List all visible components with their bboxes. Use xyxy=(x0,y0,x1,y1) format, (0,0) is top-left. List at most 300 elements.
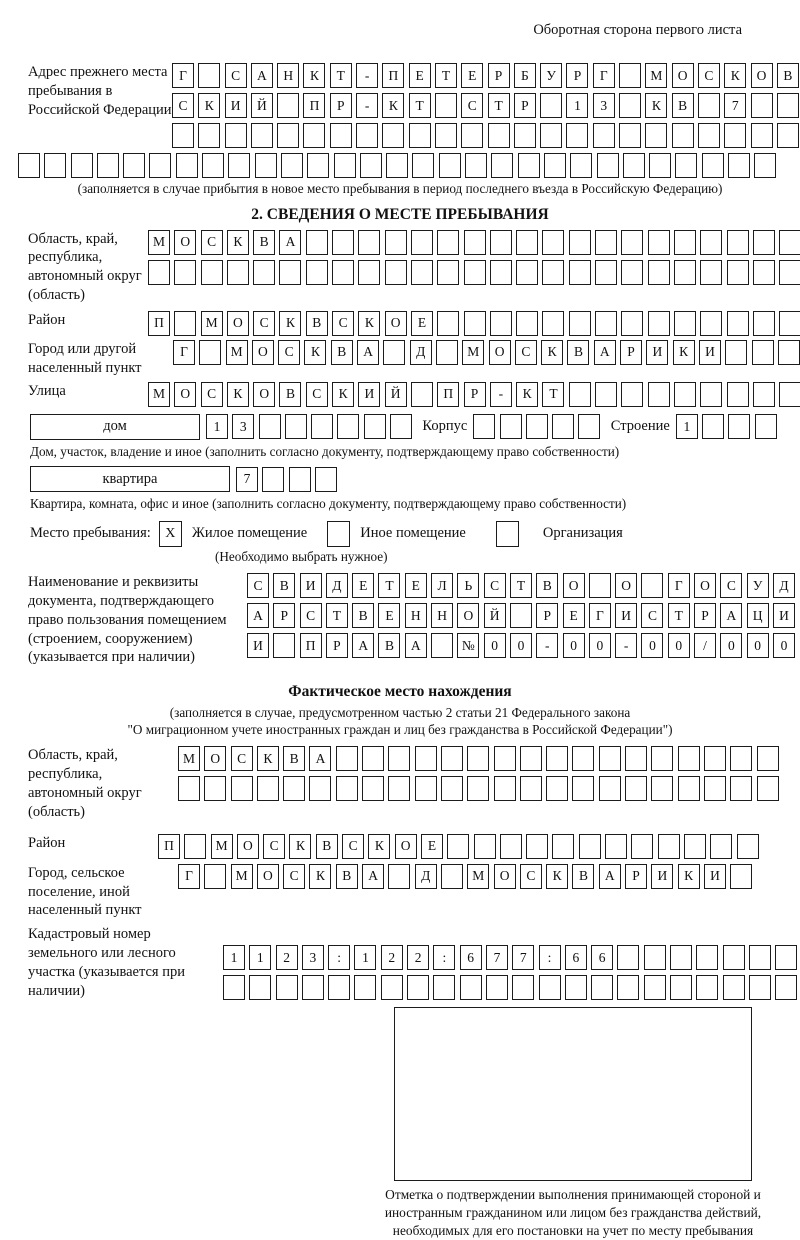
char-cell[interactable]: С xyxy=(698,63,720,88)
char-cell[interactable] xyxy=(569,230,591,255)
char-cell[interactable] xyxy=(591,975,613,1000)
char-cell[interactable] xyxy=(593,123,615,148)
char-cell[interactable] xyxy=(546,746,568,771)
char-cell[interactable] xyxy=(257,776,279,801)
char-cell[interactable] xyxy=(330,123,352,148)
char-cell[interactable]: Р xyxy=(464,382,486,407)
char-cell[interactable] xyxy=(542,230,564,255)
char-cell[interactable] xyxy=(597,153,619,178)
char-cell[interactable] xyxy=(198,63,220,88)
char-cell[interactable]: К xyxy=(546,864,568,889)
char-cell[interactable] xyxy=(725,340,747,365)
char-cell[interactable] xyxy=(757,776,779,801)
char-cell[interactable]: Д xyxy=(415,864,437,889)
inoe-checkbox[interactable] xyxy=(327,521,350,547)
char-cell[interactable]: О xyxy=(227,311,249,336)
char-cell[interactable] xyxy=(253,260,275,285)
dom-box[interactable]: дом xyxy=(30,414,200,440)
char-cell[interactable]: С xyxy=(520,864,542,889)
char-cell[interactable]: О xyxy=(615,573,637,598)
char-cell[interactable] xyxy=(675,153,697,178)
char-cell[interactable] xyxy=(520,746,542,771)
char-cell[interactable] xyxy=(435,93,457,118)
char-cell[interactable]: Д xyxy=(410,340,432,365)
oblast-row-2[interactable] xyxy=(148,260,800,285)
char-cell[interactable] xyxy=(461,123,483,148)
char-cell[interactable]: Р xyxy=(326,633,348,658)
char-cell[interactable] xyxy=(362,746,384,771)
char-cell[interactable] xyxy=(644,945,666,970)
char-cell[interactable] xyxy=(658,834,680,859)
char-cell[interactable] xyxy=(700,260,722,285)
char-cell[interactable]: Д xyxy=(326,573,348,598)
char-cell[interactable]: Т xyxy=(378,573,400,598)
char-cell[interactable] xyxy=(332,230,354,255)
prev-address-row-1[interactable] xyxy=(172,63,800,88)
char-cell[interactable]: Й xyxy=(484,603,506,628)
char-cell[interactable]: 0 xyxy=(484,633,506,658)
char-cell[interactable]: 2 xyxy=(407,945,429,970)
char-cell[interactable] xyxy=(710,834,732,859)
char-cell[interactable]: М xyxy=(201,311,223,336)
char-cell[interactable] xyxy=(754,153,776,178)
char-cell[interactable]: П xyxy=(158,834,180,859)
char-cell[interactable]: С xyxy=(720,573,742,598)
char-cell[interactable] xyxy=(617,975,639,1000)
fact-oblast-row-2[interactable] xyxy=(178,776,783,801)
char-cell[interactable] xyxy=(648,382,670,407)
char-cell[interactable]: Е xyxy=(352,573,374,598)
char-cell[interactable] xyxy=(753,230,775,255)
char-cell[interactable] xyxy=(670,975,692,1000)
char-cell[interactable]: - xyxy=(356,63,378,88)
char-cell[interactable] xyxy=(439,153,461,178)
char-cell[interactable] xyxy=(599,776,621,801)
char-cell[interactable] xyxy=(303,123,325,148)
char-cell[interactable] xyxy=(332,260,354,285)
char-cell[interactable]: А xyxy=(279,230,301,255)
char-cell[interactable] xyxy=(490,230,512,255)
char-cell[interactable] xyxy=(285,414,307,439)
char-cell[interactable] xyxy=(595,230,617,255)
ulitsa-row[interactable] xyxy=(148,382,800,407)
char-cell[interactable] xyxy=(415,746,437,771)
char-cell[interactable]: К xyxy=(516,382,538,407)
char-cell[interactable]: К xyxy=(332,382,354,407)
char-cell[interactable] xyxy=(779,230,800,255)
char-cell[interactable] xyxy=(225,123,247,148)
char-cell[interactable] xyxy=(198,123,220,148)
char-cell[interactable] xyxy=(411,260,433,285)
char-cell[interactable] xyxy=(727,311,749,336)
char-cell[interactable] xyxy=(184,834,206,859)
char-cell[interactable] xyxy=(516,230,538,255)
char-cell[interactable] xyxy=(464,260,486,285)
char-cell[interactable] xyxy=(123,153,145,178)
char-cell[interactable]: Е xyxy=(411,311,433,336)
char-cell[interactable]: Р xyxy=(620,340,642,365)
char-cell[interactable] xyxy=(467,746,489,771)
char-cell[interactable] xyxy=(698,123,720,148)
char-cell[interactable]: В xyxy=(536,573,558,598)
char-cell[interactable]: / xyxy=(694,633,716,658)
char-cell[interactable]: 0 xyxy=(589,633,611,658)
char-cell[interactable]: - xyxy=(536,633,558,658)
char-cell[interactable]: О xyxy=(694,573,716,598)
char-cell[interactable] xyxy=(621,230,643,255)
char-cell[interactable]: В xyxy=(283,746,305,771)
char-cell[interactable] xyxy=(441,864,463,889)
char-cell[interactable] xyxy=(727,382,749,407)
char-cell[interactable]: В xyxy=(572,864,594,889)
char-cell[interactable]: С xyxy=(225,63,247,88)
char-cell[interactable] xyxy=(277,123,299,148)
char-cell[interactable]: 1 xyxy=(223,945,245,970)
char-cell[interactable]: 1 xyxy=(354,945,376,970)
char-cell[interactable] xyxy=(751,123,773,148)
char-cell[interactable]: П xyxy=(382,63,404,88)
char-cell[interactable]: С xyxy=(300,603,322,628)
char-cell[interactable] xyxy=(276,975,298,1000)
char-cell[interactable]: О xyxy=(253,382,275,407)
char-cell[interactable]: О xyxy=(385,311,407,336)
char-cell[interactable]: 3 xyxy=(232,414,254,439)
char-cell[interactable]: Ц xyxy=(747,603,769,628)
char-cell[interactable]: 2 xyxy=(381,945,403,970)
char-cell[interactable] xyxy=(223,975,245,1000)
char-cell[interactable] xyxy=(407,975,429,1000)
char-cell[interactable]: С xyxy=(263,834,285,859)
char-cell[interactable] xyxy=(204,776,226,801)
char-cell[interactable]: А xyxy=(720,603,742,628)
char-cell[interactable]: С xyxy=(247,573,269,598)
char-cell[interactable]: Т xyxy=(510,573,532,598)
char-cell[interactable] xyxy=(178,776,200,801)
char-cell[interactable] xyxy=(698,93,720,118)
char-cell[interactable]: И xyxy=(225,93,247,118)
char-cell[interactable] xyxy=(779,382,800,407)
char-cell[interactable] xyxy=(465,153,487,178)
char-cell[interactable] xyxy=(358,230,380,255)
prev-address-row-3[interactable] xyxy=(172,123,800,148)
char-cell[interactable] xyxy=(700,382,722,407)
char-cell[interactable] xyxy=(749,945,771,970)
char-cell[interactable]: Т xyxy=(542,382,564,407)
char-cell[interactable] xyxy=(631,834,653,859)
kvartira-box[interactable]: квартира xyxy=(30,466,230,492)
char-cell[interactable]: К xyxy=(227,230,249,255)
char-cell[interactable]: К xyxy=(541,340,563,365)
char-cell[interactable] xyxy=(702,153,724,178)
char-cell[interactable] xyxy=(494,746,516,771)
char-cell[interactable]: М xyxy=(231,864,253,889)
char-cell[interactable] xyxy=(749,975,771,1000)
char-cell[interactable]: 6 xyxy=(460,945,482,970)
char-cell[interactable] xyxy=(148,260,170,285)
char-cell[interactable] xyxy=(621,382,643,407)
char-cell[interactable]: С xyxy=(342,834,364,859)
char-cell[interactable]: О xyxy=(257,864,279,889)
char-cell[interactable]: К xyxy=(198,93,220,118)
char-cell[interactable]: Н xyxy=(431,603,453,628)
char-cell[interactable]: Г xyxy=(173,340,195,365)
char-cell[interactable] xyxy=(334,153,356,178)
char-cell[interactable]: О xyxy=(174,230,196,255)
char-cell[interactable]: С xyxy=(253,311,275,336)
char-cell[interactable] xyxy=(411,230,433,255)
kvartira-cells[interactable] xyxy=(236,467,341,492)
char-cell[interactable]: О xyxy=(395,834,417,859)
char-cell[interactable]: С xyxy=(172,93,194,118)
char-cell[interactable]: М xyxy=(148,230,170,255)
char-cell[interactable] xyxy=(779,260,800,285)
char-cell[interactable] xyxy=(621,311,643,336)
char-cell[interactable] xyxy=(684,834,706,859)
char-cell[interactable] xyxy=(648,230,670,255)
char-cell[interactable]: В xyxy=(331,340,353,365)
char-cell[interactable]: 0 xyxy=(668,633,690,658)
char-cell[interactable] xyxy=(464,311,486,336)
char-cell[interactable] xyxy=(433,975,455,1000)
char-cell[interactable] xyxy=(651,776,673,801)
char-cell[interactable] xyxy=(572,746,594,771)
char-cell[interactable]: А xyxy=(405,633,427,658)
char-cell[interactable]: Б xyxy=(514,63,536,88)
char-cell[interactable]: И xyxy=(247,633,269,658)
char-cell[interactable] xyxy=(512,975,534,1000)
gorod-row[interactable] xyxy=(173,340,800,365)
char-cell[interactable]: 3 xyxy=(593,93,615,118)
char-cell[interactable]: Р xyxy=(330,93,352,118)
char-cell[interactable]: П xyxy=(303,93,325,118)
char-cell[interactable]: П xyxy=(300,633,322,658)
char-cell[interactable]: 6 xyxy=(591,945,613,970)
char-cell[interactable]: 7 xyxy=(724,93,746,118)
char-cell[interactable]: 2 xyxy=(276,945,298,970)
char-cell[interactable]: О xyxy=(563,573,585,598)
char-cell[interactable] xyxy=(382,123,404,148)
char-cell[interactable]: Г xyxy=(668,573,690,598)
char-cell[interactable]: В xyxy=(316,834,338,859)
char-cell[interactable] xyxy=(619,123,641,148)
char-cell[interactable] xyxy=(775,945,797,970)
char-cell[interactable] xyxy=(641,573,663,598)
char-cell[interactable]: Е xyxy=(421,834,443,859)
char-cell[interactable] xyxy=(149,153,171,178)
char-cell[interactable] xyxy=(566,123,588,148)
char-cell[interactable] xyxy=(539,975,561,1000)
char-cell[interactable]: О xyxy=(457,603,479,628)
char-cell[interactable] xyxy=(388,864,410,889)
char-cell[interactable] xyxy=(18,153,40,178)
prev-address-row-2[interactable] xyxy=(172,93,800,118)
char-cell[interactable]: Р xyxy=(694,603,716,628)
char-cell[interactable] xyxy=(752,340,774,365)
char-cell[interactable] xyxy=(704,776,726,801)
char-cell[interactable]: : xyxy=(433,945,455,970)
char-cell[interactable]: К xyxy=(368,834,390,859)
char-cell[interactable]: К xyxy=(309,864,331,889)
char-cell[interactable]: 6 xyxy=(565,945,587,970)
prev-address-row-4[interactable] xyxy=(18,153,800,178)
char-cell[interactable]: 0 xyxy=(563,633,585,658)
char-cell[interactable] xyxy=(97,153,119,178)
char-cell[interactable]: М xyxy=(467,864,489,889)
char-cell[interactable]: Р xyxy=(625,864,647,889)
kadastr-row-1[interactable] xyxy=(223,945,800,970)
char-cell[interactable] xyxy=(702,414,724,439)
char-cell[interactable] xyxy=(724,123,746,148)
char-cell[interactable] xyxy=(336,776,358,801)
char-cell[interactable] xyxy=(309,776,331,801)
char-cell[interactable]: А xyxy=(352,633,374,658)
char-cell[interactable]: М xyxy=(148,382,170,407)
char-cell[interactable]: С xyxy=(231,746,253,771)
char-cell[interactable] xyxy=(672,123,694,148)
char-cell[interactable]: О xyxy=(237,834,259,859)
char-cell[interactable]: О xyxy=(672,63,694,88)
char-cell[interactable]: О xyxy=(751,63,773,88)
char-cell[interactable]: О xyxy=(494,864,516,889)
char-cell[interactable] xyxy=(540,93,562,118)
char-cell[interactable]: 0 xyxy=(747,633,769,658)
char-cell[interactable] xyxy=(255,153,277,178)
char-cell[interactable] xyxy=(231,776,253,801)
char-cell[interactable]: К xyxy=(304,340,326,365)
fact-gorod-row[interactable] xyxy=(178,864,757,889)
char-cell[interactable] xyxy=(723,975,745,1000)
char-cell[interactable]: И xyxy=(615,603,637,628)
char-cell[interactable]: Г xyxy=(589,603,611,628)
char-cell[interactable] xyxy=(360,153,382,178)
char-cell[interactable] xyxy=(437,311,459,336)
char-cell[interactable]: А xyxy=(362,864,384,889)
char-cell[interactable] xyxy=(467,776,489,801)
char-cell[interactable] xyxy=(645,123,667,148)
char-cell[interactable] xyxy=(279,260,301,285)
char-cell[interactable] xyxy=(447,834,469,859)
char-cell[interactable] xyxy=(386,153,408,178)
char-cell[interactable]: М xyxy=(226,340,248,365)
char-cell[interactable]: О xyxy=(489,340,511,365)
char-cell[interactable]: 1 xyxy=(566,93,588,118)
zhiloe-checkbox[interactable]: X xyxy=(159,521,182,547)
char-cell[interactable]: У xyxy=(747,573,769,598)
char-cell[interactable] xyxy=(388,746,410,771)
char-cell[interactable]: С xyxy=(283,864,305,889)
char-cell[interactable] xyxy=(277,93,299,118)
fact-rayon-row[interactable] xyxy=(158,834,763,859)
char-cell[interactable] xyxy=(670,945,692,970)
char-cell[interactable] xyxy=(336,746,358,771)
char-cell[interactable]: С xyxy=(306,382,328,407)
char-cell[interactable]: Е xyxy=(378,603,400,628)
stamp-box[interactable] xyxy=(394,1007,752,1181)
korpus-cells[interactable] xyxy=(473,414,604,439)
char-cell[interactable] xyxy=(779,311,800,336)
char-cell[interactable] xyxy=(441,746,463,771)
char-cell[interactable] xyxy=(71,153,93,178)
char-cell[interactable] xyxy=(623,153,645,178)
char-cell[interactable] xyxy=(595,260,617,285)
char-cell[interactable]: Р xyxy=(566,63,588,88)
char-cell[interactable] xyxy=(727,230,749,255)
char-cell[interactable]: Л xyxy=(431,573,453,598)
char-cell[interactable]: В xyxy=(253,230,275,255)
char-cell[interactable] xyxy=(307,153,329,178)
char-cell[interactable]: А xyxy=(251,63,273,88)
char-cell[interactable] xyxy=(648,311,670,336)
char-cell[interactable] xyxy=(678,776,700,801)
char-cell[interactable] xyxy=(565,975,587,1000)
char-cell[interactable] xyxy=(569,260,591,285)
char-cell[interactable] xyxy=(723,945,745,970)
char-cell[interactable] xyxy=(431,633,453,658)
char-cell[interactable] xyxy=(753,382,775,407)
char-cell[interactable] xyxy=(488,123,510,148)
char-cell[interactable]: М xyxy=(178,746,200,771)
char-cell[interactable]: У xyxy=(540,63,562,88)
char-cell[interactable]: К xyxy=(303,63,325,88)
char-cell[interactable]: А xyxy=(357,340,379,365)
char-cell[interactable]: С xyxy=(332,311,354,336)
char-cell[interactable] xyxy=(464,230,486,255)
char-cell[interactable] xyxy=(526,414,548,439)
char-cell[interactable] xyxy=(578,414,600,439)
char-cell[interactable] xyxy=(737,834,759,859)
char-cell[interactable]: И xyxy=(646,340,668,365)
char-cell[interactable]: К xyxy=(289,834,311,859)
char-cell[interactable]: - xyxy=(356,93,378,118)
char-cell[interactable] xyxy=(728,414,750,439)
char-cell[interactable] xyxy=(696,975,718,1000)
char-cell[interactable]: - xyxy=(490,382,512,407)
char-cell[interactable]: Й xyxy=(251,93,273,118)
char-cell[interactable] xyxy=(383,340,405,365)
char-cell[interactable] xyxy=(362,776,384,801)
char-cell[interactable]: - xyxy=(615,633,637,658)
char-cell[interactable]: Г xyxy=(172,63,194,88)
char-cell[interactable] xyxy=(589,573,611,598)
char-cell[interactable]: К xyxy=(382,93,404,118)
char-cell[interactable] xyxy=(514,123,536,148)
char-cell[interactable] xyxy=(199,340,221,365)
char-cell[interactable] xyxy=(619,63,641,88)
char-cell[interactable] xyxy=(381,975,403,1000)
char-cell[interactable] xyxy=(777,93,799,118)
char-cell[interactable] xyxy=(775,975,797,1000)
char-cell[interactable]: Р xyxy=(536,603,558,628)
char-cell[interactable] xyxy=(390,414,412,439)
char-cell[interactable] xyxy=(755,414,777,439)
char-cell[interactable] xyxy=(251,123,273,148)
char-cell[interactable]: Д xyxy=(773,573,795,598)
oblast-row-1[interactable] xyxy=(148,230,800,255)
char-cell[interactable]: 7 xyxy=(486,945,508,970)
char-cell[interactable] xyxy=(411,382,433,407)
char-cell[interactable]: Н xyxy=(405,603,427,628)
char-cell[interactable] xyxy=(753,311,775,336)
char-cell[interactable] xyxy=(728,153,750,178)
char-cell[interactable]: Т xyxy=(668,603,690,628)
char-cell[interactable] xyxy=(474,834,496,859)
char-cell[interactable] xyxy=(730,746,752,771)
org-checkbox[interactable] xyxy=(496,521,519,547)
char-cell[interactable] xyxy=(202,153,224,178)
char-cell[interactable] xyxy=(486,975,508,1000)
char-cell[interactable] xyxy=(262,467,284,492)
char-cell[interactable] xyxy=(490,311,512,336)
